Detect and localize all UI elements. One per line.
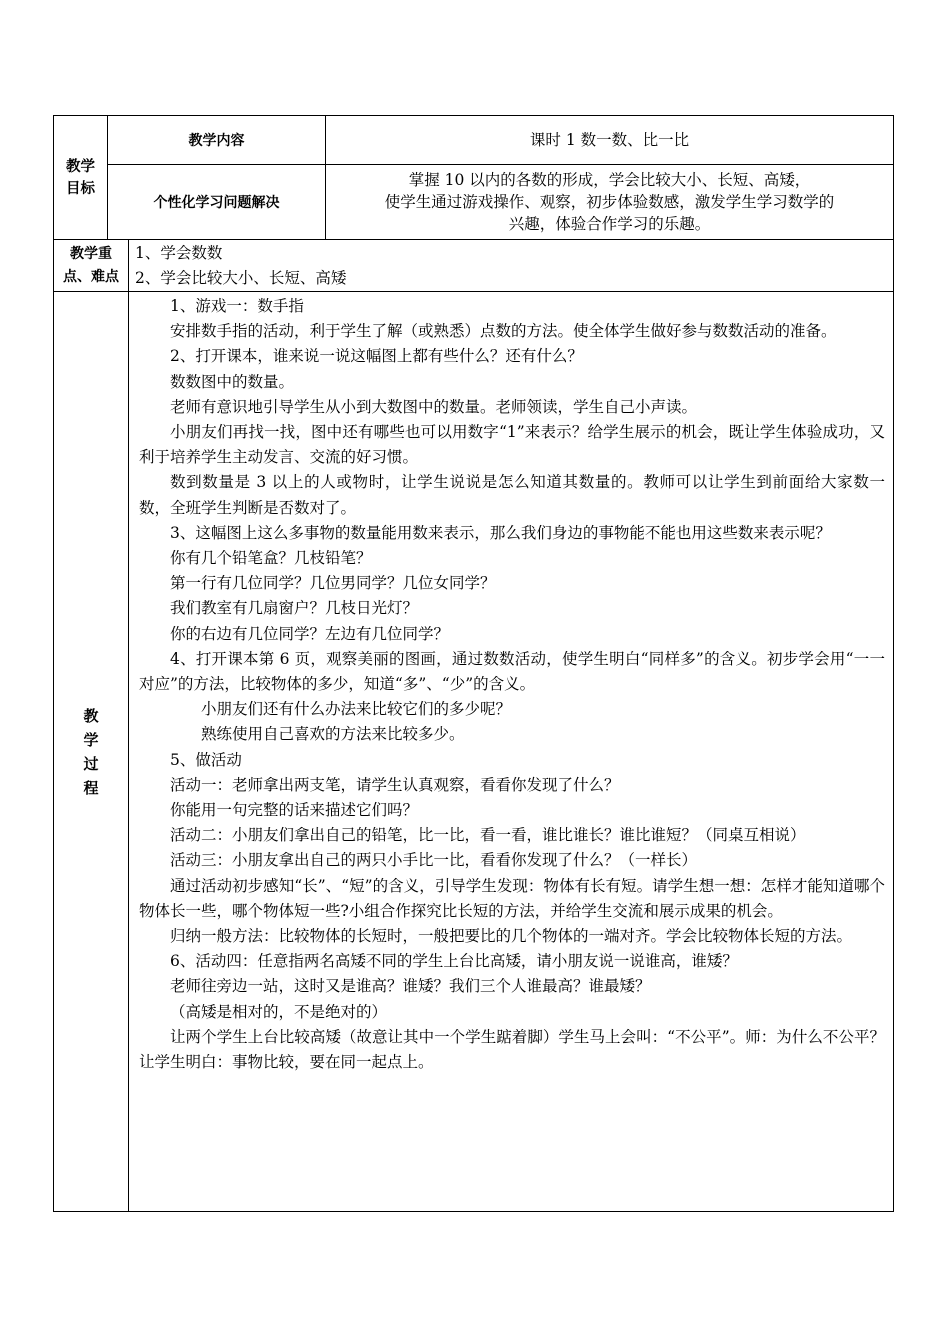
- process-paragraph: 2、打开课本，谁来说一说这幅图上都有些什么？还有什么？: [170, 347, 583, 366]
- lesson-plan-sheet: [53, 115, 893, 1212]
- key-points-row: [54, 240, 894, 292]
- process-paragraph: （高矮是相对的，不是绝对的）: [170, 1002, 388, 1021]
- goal-line: 使学生通过游戏操作、观察，初步体验数感，激发学生学习数学的: [384, 193, 835, 211]
- process-label-char: 程: [83, 778, 99, 797]
- goal-label-top: 教学: [66, 158, 95, 175]
- individual-goal-text: [326, 165, 894, 240]
- process-paragraph: 熟练使用自己喜欢的方法来比较多少。: [201, 725, 465, 744]
- goal-line: 掌握 10 以内的各数的形成，学会比较大小、长短、高矮，: [408, 171, 811, 189]
- process-paragraph: 小朋友们再找一找，图中还有哪些也可以用数字“1”来表示？给学生展示的机会，既让学生体验成功，又利于培养学生主动发言、交流的好习惯。: [139, 423, 885, 467]
- process-paragraph: 5、做活动: [170, 750, 242, 769]
- process-paragraph: 让两个学生上台比较高矮（故意让其中一个学生踮着脚）学生马上会叫：“不公平”。师：为什么不公平？让学生明白：事物比较，要在同一起点上。: [139, 1027, 885, 1072]
- process-paragraph: 4、打开课本第 6 页，观察美丽的图画，通过数数活动，使学生明白“同样多”的含义。初步学会用“一一对应”的方法，比较物体的多少，知道“多”、“少”的含义。: [139, 649, 885, 694]
- content-label: 教学内容: [108, 116, 326, 165]
- process-paragraph: 小朋友们还有什么办法来比较它们的多少呢？: [201, 700, 512, 719]
- process-paragraph: 你有几个铅笔盒？几枝铅笔？: [170, 549, 372, 568]
- key-point-item: 2、学会比较大小、长短、高矮: [135, 269, 347, 287]
- goal-line: 兴趣，体验合作学习的乐趣。: [508, 215, 711, 233]
- key-points-label-top: 教学重: [70, 245, 112, 262]
- process-paragraph: 你能用一句完整的话来描述它们吗？: [170, 801, 419, 820]
- key-points-list: [129, 240, 894, 292]
- goal-row-individual: [54, 165, 894, 240]
- key-point-item: 1、学会数数: [135, 244, 223, 262]
- lesson-plan-table: [53, 115, 894, 1212]
- individual-label: 个性化学习问题解决: [108, 165, 326, 240]
- goal-label-cell: [54, 116, 108, 240]
- process-paragraph: 你的右边有几位同学？左边有几位同学？: [170, 624, 450, 643]
- goal-label-bottom: 目标: [66, 180, 95, 197]
- process-paragraph: 数到数量是 3 以上的人或物时，让学生说说是怎么知道其数量的。教师可以让学生到前面给大家数一数，全班学生判断是否数对了。: [139, 473, 885, 517]
- goal-row-content: [54, 116, 894, 165]
- process-paragraph: 3、这幅图上这么多事物的数量能用数来表示，那么我们身边的事物能不能也用这些数来表示呢？: [170, 523, 831, 542]
- process-paragraph: 归纳一般方法：比较物体的长短时，一般把要比的几个物体的一端对齐。学会比较物体长短的方法。: [170, 927, 853, 946]
- process-label-cell: [54, 292, 129, 1212]
- process-label-char: 学: [83, 730, 99, 749]
- process-paragraph: 活动一：老师拿出两支笔，请学生认真观察，看看你发现了什么？: [170, 775, 620, 794]
- process-content: [129, 292, 894, 1212]
- process-paragraph: 通过活动初步感知“长”、“短”的含义，引导学生发现：物体有长有短。请学生想一想：怎样才能知道哪个物体长一些，哪个物体短一些?小组合作探究比长短的方法，并给学生交流和展示成果的机会。: [139, 876, 885, 920]
- process-paragraph: 我们教室有几扇窗户？几枝日光灯？: [170, 599, 419, 618]
- process-paragraphs: [139, 294, 885, 1075]
- process-label-char: 过: [83, 754, 99, 773]
- process-paragraph: 活动三：小朋友拿出自己的两只小手比一比，看看你发现了什么？（一样长）: [170, 851, 698, 870]
- process-paragraph: 老师往旁边一站，这时又是谁高？谁矮？我们三个人谁最高？谁最矮？: [170, 977, 651, 996]
- process-paragraph: 老师有意识地引导学生从小到大数图中的数量。老师领读，学生自己小声读。: [170, 397, 698, 416]
- process-paragraph: 安排数手指的活动，利于学生了解（或熟悉）点数的方法。使全体学生做好参与数数活动的准备。: [170, 322, 837, 341]
- key-points-label-bottom: 点、难点: [63, 268, 119, 285]
- process-row: [54, 292, 894, 1212]
- process-paragraph: 6、活动四：任意指两名高矮不同的学生上台比高矮，请小朋友说一说谁高，谁矮？: [170, 952, 738, 971]
- key-points-label-cell: [54, 240, 129, 292]
- process-paragraph: 1、游戏一：数手指: [170, 297, 304, 315]
- content-value: 课时 1 数一数、比一比: [326, 116, 894, 165]
- process-paragraph: 数数图中的数量。: [170, 372, 295, 391]
- process-paragraph: 活动二：小朋友们拿出自己的铅笔，比一比，看一看，谁比谁长？谁比谁短？（同桌互相说）: [170, 826, 806, 845]
- process-label-char: 教: [83, 706, 99, 725]
- process-paragraph: 第一行有几位同学？几位男同学？几位女同学？: [170, 574, 496, 593]
